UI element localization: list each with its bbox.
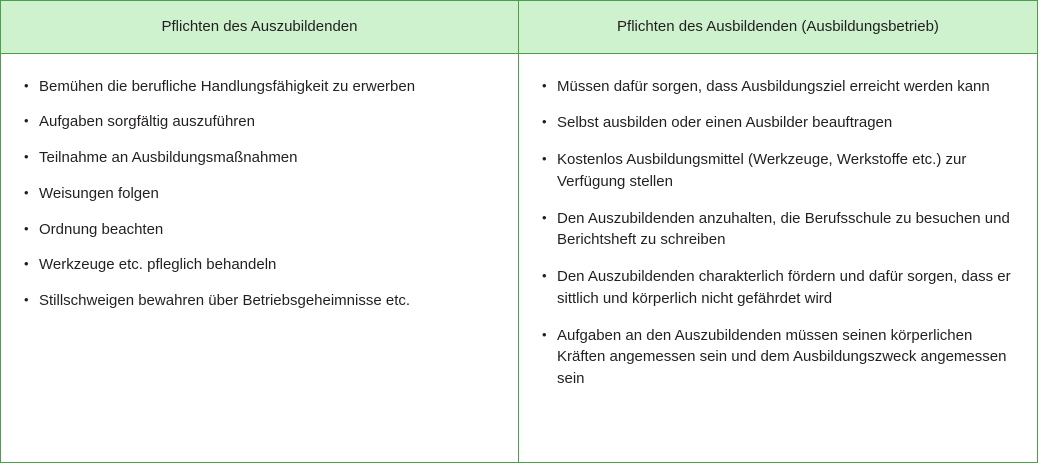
list-item-text: Müssen dafür sorgen, dass Ausbildungsziel erreicht werden kann bbox=[557, 77, 990, 95]
list-item bbox=[23, 147, 496, 169]
table-header-row bbox=[1, 1, 1037, 54]
list-item-text: Kostenlos Ausbildungsmittel (Werkzeuge, Werkstoffe etc.) zur Verfügung stellen bbox=[557, 151, 967, 190]
list-item-text: Stillschweigen bewahren über Betriebsgeheimnisse etc. bbox=[39, 292, 411, 309]
list-item-text: Werkzeuge etc. pfleglich behandeln bbox=[39, 256, 277, 274]
list-item-text: Selbst ausbilden oder einen Ausbilder beauftragen bbox=[557, 114, 893, 132]
column-header-trainer-duties: Pflichten des Ausbildenden (Ausbildungsbetrieb) bbox=[617, 18, 939, 35]
list-item-text: Den Auszubildenden anzuhalten, die Berufsschule zu besuchen und Berichtsheft zu schreiben bbox=[557, 209, 1010, 249]
table-body-row bbox=[1, 54, 1037, 463]
list-item bbox=[541, 325, 1015, 390]
trainer-duties-list bbox=[541, 76, 1015, 390]
list-item bbox=[541, 149, 1015, 193]
list-item bbox=[23, 254, 496, 276]
list-item-text: Den Auszubildenden charakterlich fördern und dafür sorgen, dass er sittlich und körperlich nicht gefährdet wird bbox=[557, 268, 1011, 307]
cell-trainee-duties bbox=[1, 54, 519, 463]
list-item bbox=[541, 76, 1015, 98]
column-header-trainee-duties: Pflichten des Auszubildenden bbox=[1, 1, 519, 53]
list-item bbox=[541, 266, 1015, 310]
list-item bbox=[23, 290, 496, 312]
list-item bbox=[541, 208, 1015, 252]
list-item bbox=[23, 183, 496, 205]
list-item bbox=[23, 111, 496, 133]
list-item-text: Ordnung beachten bbox=[39, 220, 164, 238]
list-item-text: Aufgaben an den Auszubildenden müssen seinen körperlichen Kräften angemessen sein und dem Ausbildungszweck angemessen sein bbox=[557, 326, 1007, 387]
list-item bbox=[541, 112, 1015, 134]
list-item-text: Aufgaben sorgfältig auszuführen bbox=[39, 113, 255, 131]
cell-trainer-duties bbox=[519, 54, 1037, 463]
list-item bbox=[23, 219, 496, 241]
list-item-text: Weisungen folgen bbox=[39, 184, 159, 202]
list-item bbox=[23, 76, 496, 98]
list-item-text: Teilnahme an Ausbildungsmaßnahmen bbox=[39, 149, 298, 166]
trainee-duties-list bbox=[23, 76, 496, 312]
list-item-text: Bemühen die berufliche Handlungsfähigkeit zu erwerben bbox=[39, 77, 416, 95]
